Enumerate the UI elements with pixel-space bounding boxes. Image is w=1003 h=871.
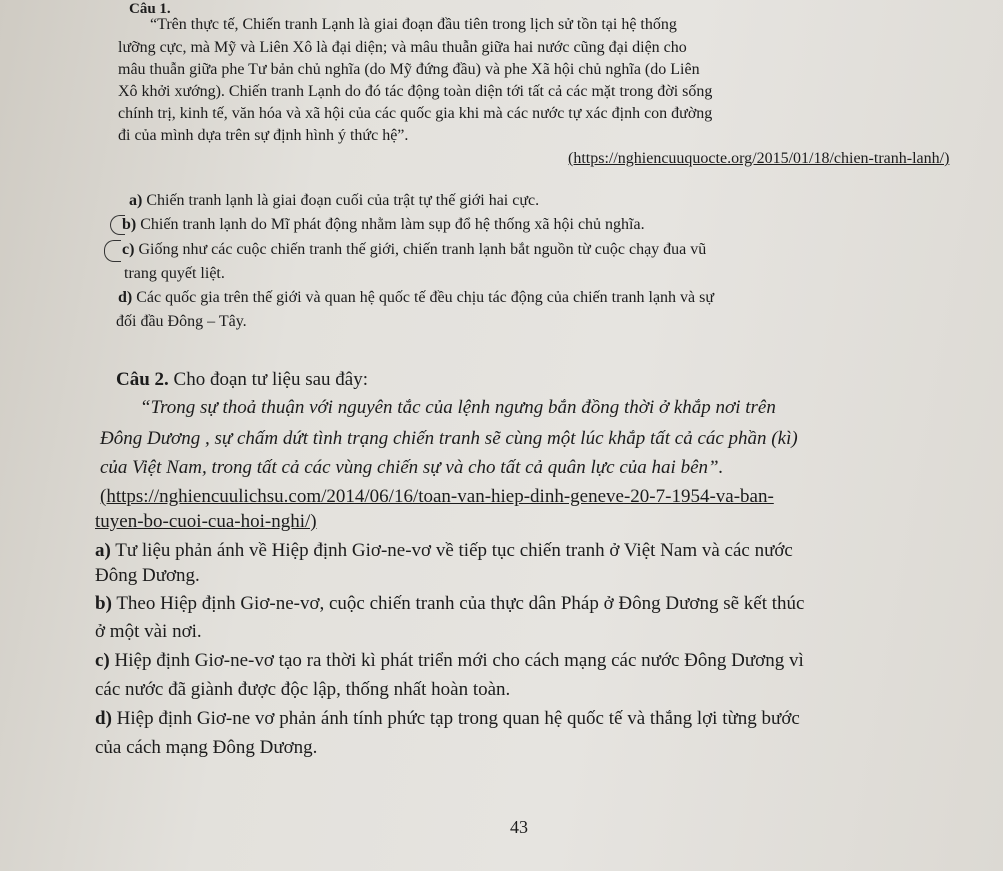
q2-source-link-cont[interactable]: tuyen-bo-cuoi-cua-hoi-nghi/) — [95, 511, 317, 532]
option-label: c) — [95, 650, 110, 671]
option-text: Hiệp định Giơ-ne-vơ tạo ra thời kì phát triển mới cho cách mạng các nước Đông Dương vì — [109, 650, 804, 671]
option-text: Theo Hiệp định Giơ-ne-vơ, cuộc chiến tranh của thực dân Pháp ở Đông Dương sẽ kết thúc — [111, 593, 805, 614]
q1-quote-line: Xô khởi xướng). Chiến tranh Lạnh do đó tác động toàn diện tới tất cả các mặt trong đời sống — [118, 83, 713, 100]
q2-option-b — [95, 594, 804, 613]
q2-title: Câu 2. — [116, 369, 169, 390]
q1-quote-line: đi của mình dựa trên sự định hình ý thức hệ”. — [118, 127, 409, 144]
q2-quote-line: “Trong sự thoả thuận với nguyên tắc của lệnh ngưng bắn đồng thời ở khắp nơi trên — [140, 397, 776, 418]
q2-option-d-cont: của cách mạng Đông Dương. — [95, 737, 318, 758]
option-label: d) — [95, 708, 112, 729]
q1-option-b — [122, 217, 645, 233]
q1-quote-line: “Trên thực tế, Chiến tranh Lạnh là giai đoạn đầu tiên trong lịch sử tồn tại hệ thống — [150, 16, 677, 33]
option-label: b) — [95, 593, 112, 614]
option-text: Hiệp định Giơ-ne vơ phản ánh tính phức tạp trong quan hệ quốc tế và thắng lợi từng bước — [111, 708, 800, 729]
q2-option-b-cont: ở một vài nơi. — [95, 621, 202, 642]
option-label: a) — [95, 540, 111, 561]
answer-mark — [104, 240, 121, 262]
option-text: Chiến tranh lạnh là giai đoạn cuối của trật tự thế giới hai cực. — [142, 192, 540, 209]
q1-quote-line: chính trị, kinh tế, văn hóa và xã hội của các quốc gia khi mà các nước tự xác định con đường — [118, 105, 713, 122]
q1-option-c — [122, 242, 706, 258]
option-label: a) — [129, 192, 143, 209]
q1-quote-line: lưỡng cực, mà Mỹ và Liên Xô là đại diện; và mâu thuẫn giữa hai nước cũng đại diện cho — [118, 39, 687, 56]
option-text: Chiến tranh lạnh do Mĩ phát động nhằm làm sụp đổ hệ thống xã hội chủ nghĩa. — [136, 216, 645, 233]
q1-quote-line: mâu thuẫn giữa phe Tư bản chủ nghĩa (do Mỹ đứng đầu) và phe Xã hội chủ nghĩa (do Liên — [118, 61, 700, 78]
q1-option-a — [129, 193, 539, 209]
q2-option-a — [95, 541, 793, 560]
q2-option-c-cont: các nước đã giành được độc lập, thống nhất hoàn toàn. — [95, 679, 511, 700]
option-text: Các quốc gia trên thế giới và quan hệ quốc tế đều chịu tác động của chiến tranh lạnh và sự — [132, 289, 715, 306]
q2-option-a-cont: Đông Dương. — [95, 565, 200, 586]
q1-source-link[interactable]: (https://nghiencuuquocte.org/2015/01/18/chien-tranh-lanh/) — [568, 150, 950, 167]
option-label: d) — [118, 289, 133, 306]
q2-quote-line: Đông Dương , sự chấm dứt tình trạng chiến tranh sẽ cùng một lúc khắp tất cả các phần (kì) — [100, 428, 798, 449]
option-label: c) — [122, 241, 135, 258]
q1-title: Câu 1. — [129, 1, 171, 17]
q2-source-link[interactable]: (https://nghiencuulichsu.com/2014/06/16/toan-van-hiep-dinh-geneve-20-7-1954-va-ban- — [100, 486, 774, 507]
q2-option-c — [95, 651, 804, 670]
page-number: 43 — [510, 817, 528, 837]
option-label: b) — [122, 216, 137, 233]
q1-option-d-cont: đối đầu Đông – Tây. — [116, 313, 247, 330]
q2-intro: Cho đoạn tư liệu sau đây: — [168, 369, 369, 390]
q2-quote-line: của Việt Nam, trong tất cả các vùng chiến sự và cho tất cả quân lực của hai bên”. — [100, 457, 724, 478]
q1-option-c-cont: trang quyết liệt. — [124, 265, 225, 282]
q2-option-d — [95, 709, 800, 728]
option-text: Giống như các cuộc chiến tranh thế giới, chiến tranh lạnh bắt nguồn từ cuộc chạy đua vũ — [134, 241, 707, 258]
q1-option-d — [118, 290, 714, 306]
option-text: Tư liệu phản ánh về Hiệp định Giơ-ne-vơ về tiếp tục chiến tranh ở Việt Nam và các nước — [110, 540, 793, 561]
q2-header — [116, 370, 368, 389]
